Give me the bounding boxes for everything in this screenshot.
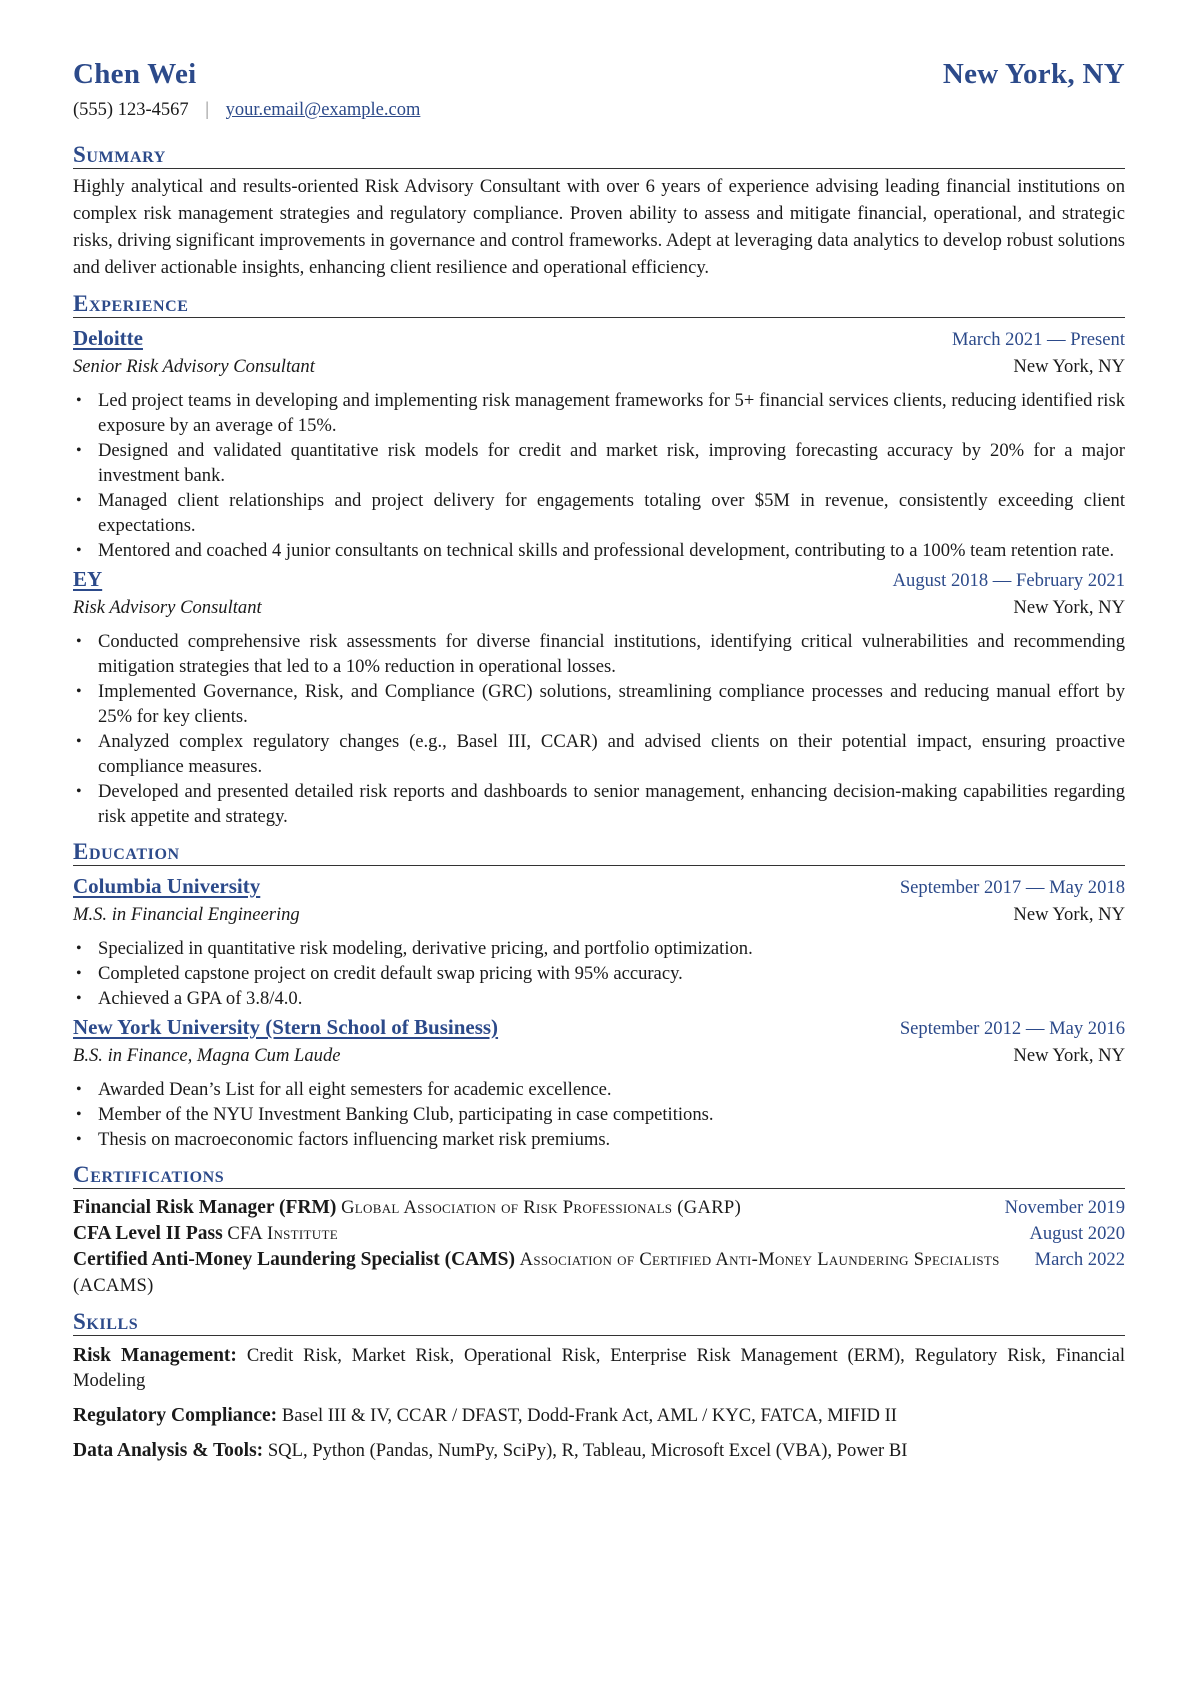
contact-line <box>73 100 1125 126</box>
bullet-item: • Developed and presented detailed risk reports and dashboards to senior management, enhancing decision-making capabilities regarding risk appetite and strategy. <box>98 779 1125 829</box>
bullet-item: • Awarded Dean’s List for all eight semesters for academic excellence. <box>98 1077 1125 1102</box>
skill-row <box>73 1403 1125 1428</box>
skill-value: Basel III & IV, CCAR / DFAST, Dodd-Frank Act, AML / KYC, FATCA, MIFID II <box>281 1405 897 1426</box>
cert-name: Certified Anti-Money Laundering Specialist (CAMS) <box>73 1249 515 1270</box>
phone-number: (555) 123-4567 <box>73 100 189 120</box>
cert-issuer: CFA Institute <box>227 1223 338 1244</box>
entry-dates: September 2017 — May 2018 <box>899 877 1125 898</box>
email-link[interactable]: your.email@example.com <box>225 100 421 120</box>
bullet-item: • Implemented Governance, Risk, and Compliance (GRC) solutions, streamlining compliance processes and reducing manual effort by 25% for key clients. <box>98 679 1125 729</box>
section-title-certifications: Certifications <box>73 1162 1125 1189</box>
certification-item <box>73 1247 1125 1299</box>
entry-location: New York, NY <box>1013 597 1125 618</box>
skill-label: Regulatory Compliance: <box>73 1405 278 1426</box>
bullet-item: • Completed capstone project on credit default swap pricing with 95% accuracy. <box>98 961 1125 986</box>
skill-value: Credit Risk, Market Risk, Operational Risk, Enterprise Risk Management (ERM), Regulatory Risk, Financial Modeling <box>73 1345 1126 1391</box>
skill-value: SQL, Python (Pandas, NumPy, SciPy), R, Tableau, Microsoft Excel (VBA), Power BI <box>267 1440 908 1461</box>
skill-row <box>73 1438 1125 1463</box>
entry-dates: March 2021 — Present <box>952 329 1125 350</box>
entry-location: New York, NY <box>1013 904 1125 925</box>
degree: M.S. in Financial Engineering <box>73 904 300 925</box>
education-section <box>73 839 1125 1152</box>
section-title-experience: Experience <box>73 291 1125 318</box>
bullet-item: • Specialized in quantitative risk modeling, derivative pricing, and portfolio optimization. <box>98 936 1125 961</box>
education-entry <box>73 1013 1125 1152</box>
skill-label: Risk Management: <box>73 1345 237 1366</box>
cert-date: November 2019 <box>1004 1197 1125 1218</box>
entry-dates: August 2018 — February 2021 <box>892 570 1125 591</box>
resume-header <box>73 58 1125 96</box>
bullet-item: • Led project teams in developing and implementing risk management frameworks for 5+ financial services clients, reducing identified risk exposure by an average of 15%. <box>98 388 1125 438</box>
bullet-item: • Conducted comprehensive risk assessments for diverse financial institutions, identifying critical vulnerabilities and recommending mitigation strategies that led to a 10% reduction in operational losses. <box>98 629 1125 679</box>
bullet-item: • Mentored and coached 4 junior consultants on technical skills and professional development, contributing to a 100% team retention rate. <box>98 538 1125 563</box>
entry-location: New York, NY <box>1013 1045 1125 1066</box>
skill-label: Data Analysis & Tools: <box>73 1440 264 1461</box>
skill-row <box>73 1343 1125 1393</box>
cert-issuer: Global Association of Risk Professionals (GARP) <box>341 1197 742 1218</box>
section-title-education: Education <box>73 839 1125 866</box>
cert-name: CFA Level II Pass <box>73 1223 223 1244</box>
cert-issuer: Association of Certified Anti-Money Laundering Specialists (ACAMS) <box>73 1249 1000 1296</box>
section-title-summary: Summary <box>73 142 1125 169</box>
entry-location: New York, NY <box>1013 356 1125 377</box>
section-title-skills: Skills <box>73 1309 1125 1336</box>
certification-item <box>73 1221 1125 1247</box>
summary-text: Highly analytical and results-oriented Risk Advisory Consultant with over 6 years of experience advising leading financial institutions on complex risk management strategies and regulatory compliance. Proven ability to assess and mitigate financial, operational, and strategic risks, driving significant improvements in governance and control frameworks. Adept at leveraging data analytics to develop robust solutions and deliver actionable insights, enhancing client resilience and operational efficiency. <box>73 176 1125 278</box>
bullet-item: • Achieved a GPA of 3.8/4.0. <box>98 986 1125 1011</box>
cert-date: August 2020 <box>1029 1223 1125 1244</box>
bullet-item: • Designed and validated quantitative risk models for credit and market risk, improving forecasting accuracy by 20% for a major investment bank. <box>98 438 1125 488</box>
certifications-section <box>73 1162 1125 1299</box>
cert-date: March 2022 <box>1034 1249 1125 1270</box>
job-title: Risk Advisory Consultant <box>73 597 262 618</box>
bullet-item: • Member of the NYU Investment Banking Club, participating in case competitions. <box>98 1102 1125 1127</box>
summary-section <box>73 142 1125 281</box>
certification-item <box>73 1195 1125 1221</box>
school-link[interactable]: New York University (Stern School of Business) <box>73 1015 499 1039</box>
experience-section <box>73 291 1125 829</box>
bullet-list <box>73 388 1125 563</box>
header-location: New York, NY <box>942 58 1125 90</box>
bullet-list <box>73 629 1125 829</box>
experience-entry <box>73 324 1125 563</box>
job-title: Senior Risk Advisory Consultant <box>73 356 315 377</box>
school-link[interactable]: Columbia University <box>73 874 261 898</box>
education-entry <box>73 872 1125 1011</box>
resume-page <box>73 58 1125 1463</box>
company-link[interactable]: EY <box>73 567 103 591</box>
candidate-name: Chen Wei <box>73 58 197 90</box>
bullet-list <box>73 1077 1125 1152</box>
contact-separator: | <box>205 100 209 120</box>
company-link[interactable]: Deloitte <box>73 326 143 350</box>
bullet-list <box>73 936 1125 1011</box>
entry-dates: September 2012 — May 2016 <box>899 1018 1125 1039</box>
cert-name: Financial Risk Manager (FRM) <box>73 1197 337 1218</box>
bullet-item: • Thesis on macroeconomic factors influencing market risk premiums. <box>98 1127 1125 1152</box>
degree: B.S. in Finance, Magna Cum Laude <box>73 1045 341 1066</box>
experience-entry <box>73 565 1125 829</box>
bullet-item: • Analyzed complex regulatory changes (e.g., Basel III, CCAR) and advised clients on their potential impact, ensuring proactive compliance measures. <box>98 729 1125 779</box>
bullet-item: • Managed client relationships and project delivery for engagements totaling over $5M in revenue, consistently exceeding client expectations. <box>98 488 1125 538</box>
skills-section <box>73 1309 1125 1463</box>
